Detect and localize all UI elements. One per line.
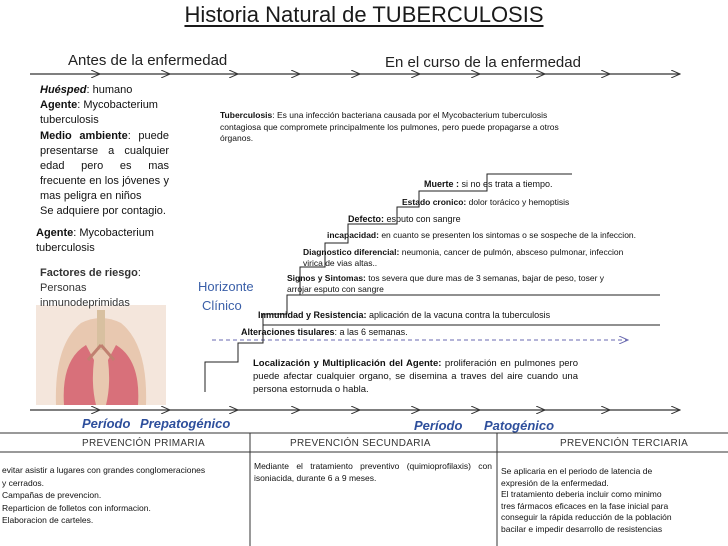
immunity-text: aplicación de la vacuna contra la tuberculosis — [366, 310, 551, 320]
death-label: Muerte : — [424, 179, 460, 189]
host-value: : humano — [86, 84, 133, 96]
environment-label: Medio ambiente — [40, 130, 128, 142]
environment-value: : puede presentarse a cualquier edad pero es mas frecuente en los jóvenes y mas peligra en niños — [40, 130, 170, 202]
agent2-value: : Mycobacterium tuberculosis — [36, 227, 154, 254]
agent-block — [40, 98, 170, 128]
defect-text: esputo con sangre — [384, 214, 461, 224]
horizon-line1: Horizonte — [198, 279, 254, 294]
signs-text2: arrojar esputo con sangre — [287, 284, 384, 294]
prevention-secondary-header: PREVENCIÓN SECUNDARIA — [290, 438, 431, 449]
prevention-secondary-text: Mediante el tratamiento preventivo (quimioprofilaxis) con isoniacida, durante 6 a 9 meses. — [254, 461, 492, 483]
stage-tissue — [241, 326, 408, 338]
primary-line: Elaboracion de carteles. — [2, 515, 94, 525]
definition-text: : Es una infección bacteriana causada por el Mycobacterium tuberculosis contagiosa que compromete principalmente los pulmones, pero puede propagarse a otros órganos. — [220, 110, 559, 143]
tertiary-line: El tratamiento deberia incluir como minimo — [501, 489, 662, 499]
chronic-text: dolor torácico y hemoptisis — [466, 197, 570, 207]
diff-text1: neumonia, cancer de pulmón, absceso pulmonar, infeccion — [399, 247, 624, 257]
signs-text1: tos severa que dure mas de 3 semanas, bajar de peso, toser y — [365, 273, 605, 283]
lungs-illustration — [36, 305, 166, 405]
definition-term: Tuberculosis — [220, 110, 273, 120]
pathogenic-word1: Período — [414, 418, 463, 433]
tertiary-line: Se aplicaria en el periodo de latencia de — [501, 466, 653, 476]
disability-text: en cuanto se presenten los sintomas o se sospeche de la infeccion. — [378, 230, 637, 240]
stage-immunity — [258, 309, 550, 321]
tertiary-line: tres fármacos eficaces en la fase inicial para — [501, 500, 669, 511]
agent-label: Agente — [40, 99, 78, 111]
primary-line: y cerrados. — [2, 477, 45, 488]
host-block — [40, 83, 170, 98]
tissue-text: : a las 6 semanas. — [334, 327, 408, 337]
stage-signs — [287, 273, 604, 295]
prevention-tertiary-list — [501, 466, 726, 535]
tertiary-line: expresión de la enfermedad. — [501, 477, 609, 488]
localization-label: Localización y Multiplicación del Agente: — [253, 358, 442, 369]
agent2-block — [36, 226, 171, 256]
stage-chronic — [402, 196, 569, 208]
header-during-disease: En el curso de la enfermedad — [385, 54, 581, 71]
page-title: Historia Natural de TUBERCULOSIS — [184, 2, 544, 27]
stage-disability — [327, 229, 636, 241]
stage-defect — [348, 213, 461, 225]
stage-differential — [303, 247, 623, 269]
primary-line: Reparticion de folletos con informacion. — [2, 502, 151, 513]
diff-label: Diagnostico diferencial: — [303, 247, 400, 257]
immunity-label: Inmunidad y Resistencia: — [258, 310, 367, 320]
risk-label: Factores de riesgo — [40, 267, 138, 279]
agent2-label: Agente — [36, 227, 74, 239]
pathogenic-word2: Patogénico — [484, 418, 555, 433]
tuberculosis-definition — [220, 110, 580, 145]
tertiary-line: conseguir la rápida reducción de la población — [501, 512, 672, 522]
environment-block — [40, 129, 169, 204]
disability-label: incapacidad: — [327, 230, 379, 240]
primary-line: Campañas de prevencion. — [2, 490, 102, 500]
risk-value: : Personas inmunodeprimidas — [40, 267, 141, 309]
defect-label: Defecto: — [348, 214, 385, 224]
stage-localization — [253, 357, 578, 396]
diff-text2: virica de vias altas.. — [303, 258, 378, 268]
header-before-disease: Antes de la enfermedad — [68, 52, 228, 69]
localization-text: proliferación en pulmones pero puede afectar cualquier organo, se disemina a traves del aire cuando una persona estornuda o habla. — [253, 358, 578, 395]
risk-block — [40, 266, 170, 311]
prepathogenic-word1: Período — [82, 416, 131, 431]
stage-death — [424, 178, 553, 190]
tertiary-line: bacilar e impedir desarrollo de resistencias — [501, 523, 663, 534]
signs-label: Signos y Sintomas: — [287, 273, 366, 283]
death-text: si no es trata a tiempo. — [459, 179, 553, 189]
prevention-tertiary-header: PREVENCIÓN TERCIARIA — [560, 438, 689, 449]
horizon-line2: Clínico — [202, 298, 242, 313]
primary-line: evitar asistir a lugares con grandes conglomeraciones — [2, 465, 206, 475]
host-label: Huésped — [40, 84, 87, 96]
tissue-label: Alteraciones tisulares — [241, 327, 335, 337]
prepathogenic-word2: Prepatogénico — [140, 416, 231, 431]
agent-value: : Mycobacterium tuberculosis — [40, 99, 158, 126]
contagion-text: Se adquiere por contagio. — [40, 205, 166, 217]
prevention-primary-list — [2, 464, 247, 527]
prevention-primary-header: PREVENCIÓN PRIMARIA — [82, 438, 205, 449]
chronic-label: Estado cronico: — [402, 197, 467, 207]
